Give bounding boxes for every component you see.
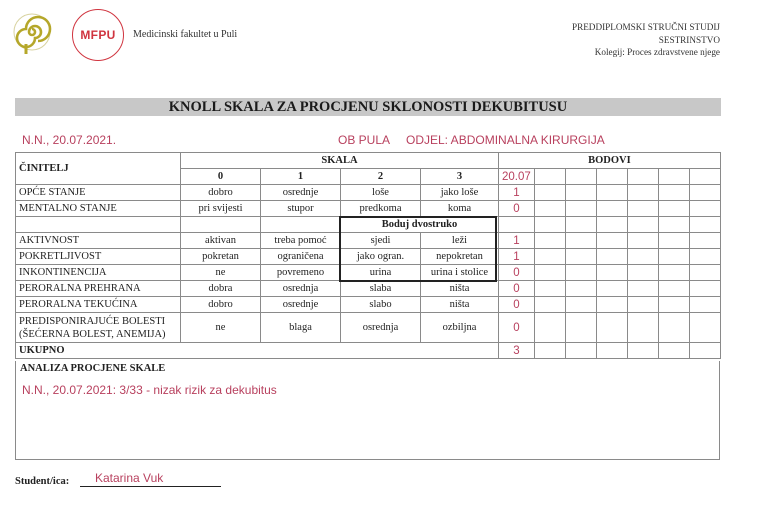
scale-cell: leži [421, 233, 499, 249]
scale-cell: ništa [421, 281, 499, 297]
empty-cell [181, 217, 261, 233]
scale-cell: slabo [341, 297, 421, 313]
points-empty-cell [658, 343, 689, 359]
points-empty-cell [627, 185, 658, 201]
empty-cell [261, 217, 341, 233]
scale-cell: sjedi [341, 233, 421, 249]
points-empty-cell [596, 201, 627, 217]
points-empty-cell [689, 265, 720, 281]
student-label: Student/ica: [15, 476, 70, 487]
points-empty-cell [596, 217, 627, 233]
points-empty-cell [689, 185, 720, 201]
points-empty-cell [565, 169, 596, 185]
points-empty-cell [565, 201, 596, 217]
factor-cell: PERORALNA TEKUĆINA [16, 297, 181, 313]
points-empty-cell [689, 343, 720, 359]
points-empty-cell [499, 217, 535, 233]
points-empty-cell [627, 343, 658, 359]
double-score-row [16, 217, 721, 233]
points-empty-cell [596, 185, 627, 201]
points-empty-cell [534, 297, 565, 313]
points-empty-cell [596, 233, 627, 249]
table-row [16, 265, 721, 281]
scale-cell: dobro [181, 185, 261, 201]
student-name: Katarina Vuk [95, 471, 164, 485]
points-empty-cell [534, 233, 565, 249]
points-cell: 0 [499, 201, 535, 217]
factor-cell: AKTIVNOST [16, 233, 181, 249]
scale-cell: dobro [181, 297, 261, 313]
scale-cell: slaba [341, 281, 421, 297]
table-row [16, 201, 721, 217]
course-name: Kolegij: Proces zdravstvene njege [594, 47, 720, 57]
points-empty-cell [596, 297, 627, 313]
scale-cell: nepokretan [421, 249, 499, 265]
points-empty-cell [534, 313, 565, 343]
points-date: 20.07 [499, 169, 535, 185]
study-line1: PREDDIPLOMSKI STRUČNI STUDIJ [571, 22, 720, 32]
scale-cell: treba pomoć [261, 233, 341, 249]
total-label: UKUPNO [16, 343, 499, 359]
points-empty-cell [565, 343, 596, 359]
points-empty-cell [658, 249, 689, 265]
analysis-label: ANALIZA PROCJENE SKALE [20, 363, 166, 374]
scale-cell: ne [181, 313, 261, 343]
scale-cell: aktivan [181, 233, 261, 249]
factor-line2: (ŠEĆERNA BOLEST, ANEMIJA) [19, 328, 166, 340]
scale-level-2: 2 [341, 169, 421, 185]
points-empty-cell [689, 249, 720, 265]
points-cell: 0 [499, 313, 535, 343]
factor-cell: POKRETLJIVOST [16, 249, 181, 265]
scale-cell: jako ogran. [341, 249, 421, 265]
points-cell: 0 [499, 281, 535, 297]
scale-cell: jako loše [421, 185, 499, 201]
points-empty-cell [658, 217, 689, 233]
points-empty-cell [534, 249, 565, 265]
points-empty-cell [658, 201, 689, 217]
points-empty-cell [658, 313, 689, 343]
points-empty-cell [565, 297, 596, 313]
points-empty-cell [689, 233, 720, 249]
points-empty-cell [596, 265, 627, 281]
factor-cell: OPĆE STANJE [16, 185, 181, 201]
analysis-text: N.N., 20.07.2021: 3/33 - nizak rizik za dekubitus [22, 383, 277, 397]
scale-level-3: 3 [421, 169, 499, 185]
points-empty-cell [627, 217, 658, 233]
points-cell: 0 [499, 265, 535, 281]
points-empty-cell [534, 343, 565, 359]
study-header [572, 21, 720, 59]
study-line2: SESTRINSTVO [658, 34, 720, 45]
points-empty-cell [565, 249, 596, 265]
factor-cell: INKONTINENCIJA [16, 265, 181, 281]
student-signature-line [80, 486, 221, 487]
factor-cell: PERORALNA PREHRANA [16, 281, 181, 297]
points-empty-cell [627, 281, 658, 297]
points-empty-cell [658, 265, 689, 281]
table-row [16, 313, 721, 343]
scale-cell: predkoma [341, 201, 421, 217]
department-name: ODJEL: ABDOMINALNA KIRURGIJA [406, 133, 605, 147]
scale-cell: pri svijesti [181, 201, 261, 217]
scale-cell: ograničena [261, 249, 341, 265]
factor-line1: PREDISPONIRAJUĆE BOLESTI [19, 315, 166, 327]
scale-level-1: 1 [261, 169, 341, 185]
points-empty-cell [627, 265, 658, 281]
table-row [16, 185, 721, 201]
points-empty-cell [534, 201, 565, 217]
mfpu-logo [72, 9, 124, 61]
points-empty-cell [627, 249, 658, 265]
scale-cell: povremeno [261, 265, 341, 281]
points-empty-cell [627, 297, 658, 313]
table-row [16, 233, 721, 249]
points-empty-cell [596, 169, 627, 185]
scale-cell: loše [341, 185, 421, 201]
points-empty-cell [534, 217, 565, 233]
points-empty-cell [689, 217, 720, 233]
points-empty-cell [565, 233, 596, 249]
points-empty-cell [534, 281, 565, 297]
points-empty-cell [689, 313, 720, 343]
scale-cell: koma [421, 201, 499, 217]
points-empty-cell [596, 313, 627, 343]
scale-cell: osrednja [261, 281, 341, 297]
points-empty-cell [565, 281, 596, 297]
points-cell: 1 [499, 185, 535, 201]
analysis-box [15, 361, 720, 460]
faculty-name: Medicinski fakultet u Puli [133, 29, 238, 40]
total-points: 3 [499, 343, 535, 359]
table-row [16, 297, 721, 313]
points-empty-cell [689, 201, 720, 217]
points-empty-cell [658, 185, 689, 201]
points-header: BODOVI [499, 153, 721, 169]
university-spiral-logo-icon [12, 12, 52, 58]
points-empty-cell [627, 169, 658, 185]
hospital-name: OB PULA [338, 133, 391, 147]
points-empty-cell [596, 343, 627, 359]
empty-cell [16, 217, 181, 233]
points-empty-cell [658, 281, 689, 297]
points-empty-cell [565, 217, 596, 233]
points-empty-cell [689, 297, 720, 313]
points-empty-cell [627, 313, 658, 343]
points-empty-cell [596, 281, 627, 297]
scale-cell: ne [181, 265, 261, 281]
points-empty-cell [534, 265, 565, 281]
patient-date: N.N., 20.07.2021. [22, 133, 117, 147]
scale-cell: ništa [421, 297, 499, 313]
points-cell: 1 [499, 249, 535, 265]
points-empty-cell [596, 249, 627, 265]
points-cell: 0 [499, 297, 535, 313]
points-empty-cell [565, 265, 596, 281]
scale-cell: osrednje [261, 185, 341, 201]
scale-cell: blaga [261, 313, 341, 343]
points-empty-cell [627, 233, 658, 249]
factor-header: ČINITELJ [16, 153, 181, 185]
table-row [16, 249, 721, 265]
points-empty-cell [658, 297, 689, 313]
scale-cell: osrednje [261, 297, 341, 313]
points-empty-cell [627, 201, 658, 217]
scale-cell: urina i stolice [421, 265, 499, 281]
knoll-scale-table [15, 152, 721, 359]
mfpu-logo-text: MFPU [80, 28, 116, 42]
points-empty-cell [534, 185, 565, 201]
scale-cell: pokretan [181, 249, 261, 265]
points-cell: 1 [499, 233, 535, 249]
page-title: KNOLL SKALA ZA PROCJENU SKLONOSTI DEKUBITUSU [168, 99, 568, 115]
points-empty-cell [565, 185, 596, 201]
points-empty-cell [534, 169, 565, 185]
scale-cell: dobra [181, 281, 261, 297]
points-empty-cell [565, 313, 596, 343]
scale-cell: stupor [261, 201, 341, 217]
factor-cell [16, 313, 181, 343]
scale-header: SKALA [181, 153, 499, 169]
scale-cell: ozbiljna [421, 313, 499, 343]
points-empty-cell [689, 169, 720, 185]
points-empty-cell [658, 169, 689, 185]
points-empty-cell [658, 233, 689, 249]
total-row [16, 343, 721, 359]
points-empty-cell [689, 281, 720, 297]
table-row [16, 281, 721, 297]
scale-level-0: 0 [181, 169, 261, 185]
double-score-note: Boduj dvostruko [341, 217, 499, 233]
factor-cell: MENTALNO STANJE [16, 201, 181, 217]
scale-cell: osrednja [341, 313, 421, 343]
scale-cell: urina [341, 265, 421, 281]
